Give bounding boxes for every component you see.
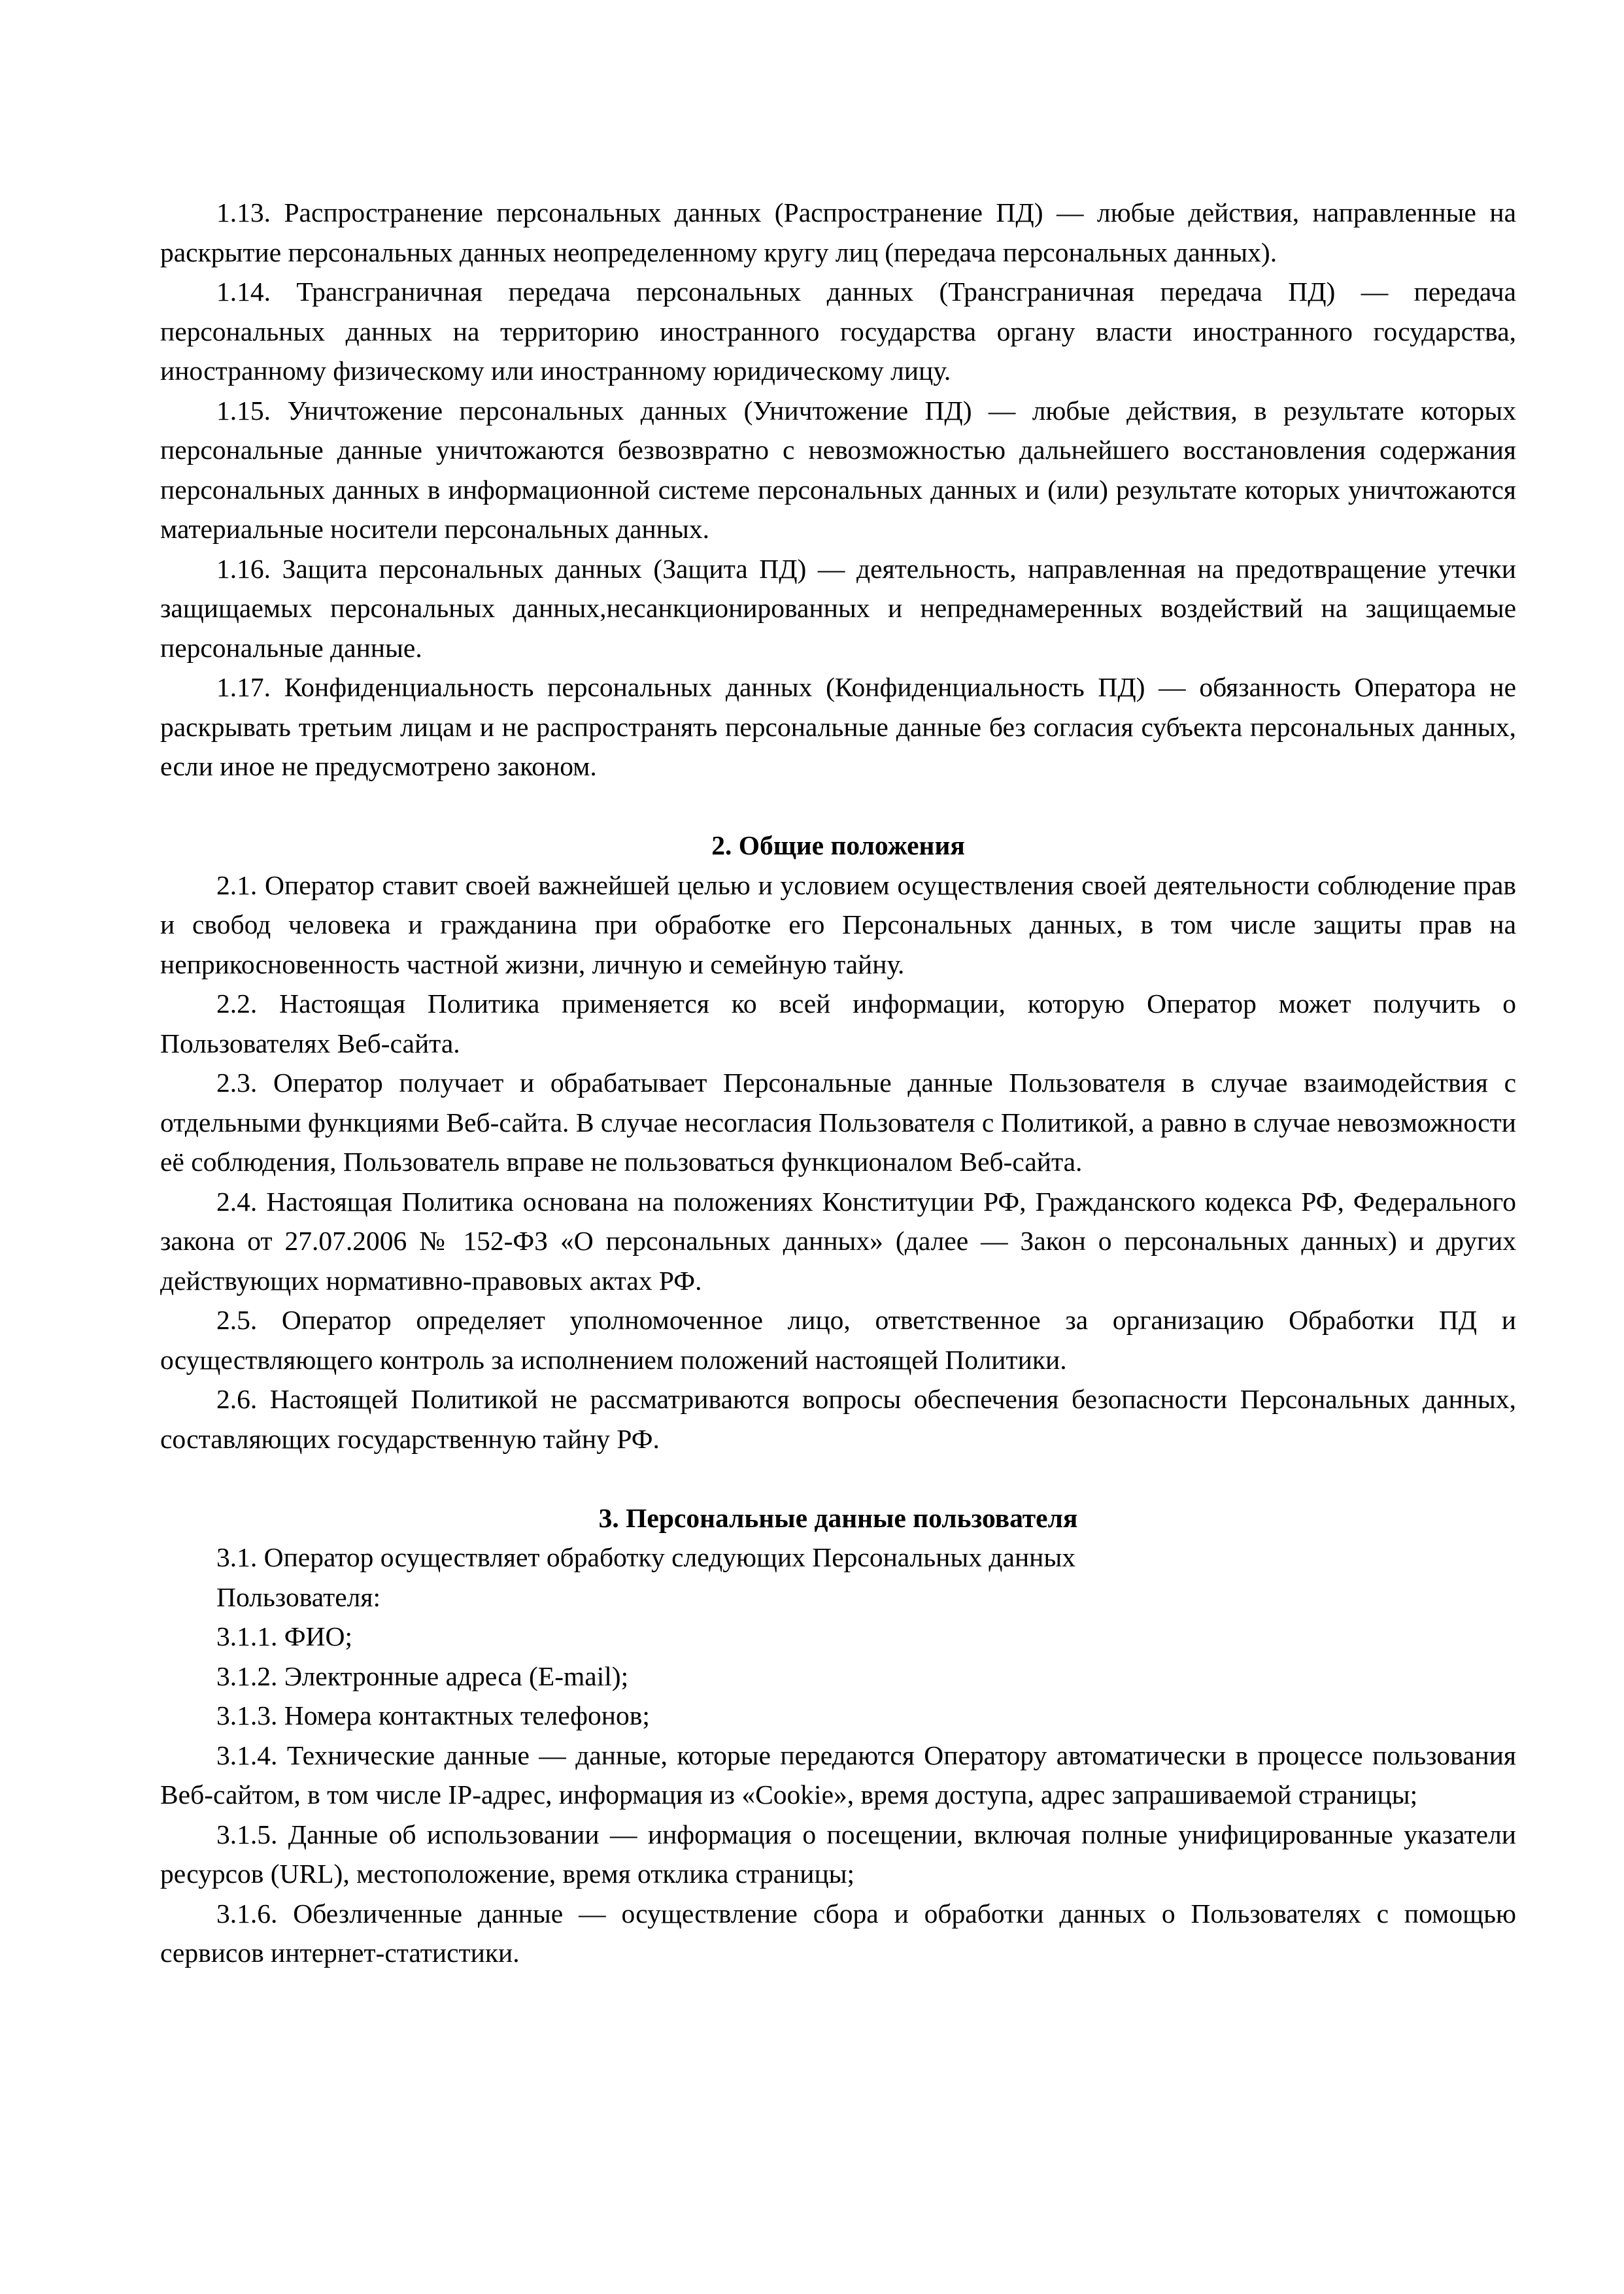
section-3-heading: 3. Персональные данные пользователя [598, 1502, 1078, 1533]
section-spacer [160, 786, 1516, 826]
list-item-3-1-4: 3.1.4. Технические данные — данные, которые передаются Оператору автоматически в процессе пользования Веб-сайтом, в том числе IP-адрес, информация из «Cookie», время доступа, адрес запрашиваемой страницы; [160, 1740, 1516, 1810]
paragraph-2-4: 2.4. Настоящая Политика основана на положениях Конституции РФ, Гражданского кодекса РФ, Федерального закона от 27.07.2006 № 152-ФЗ «О персональных данных» (далее — Закон о персональных данных) и других действующих нормативно-правовых актах РФ. [160, 1186, 1516, 1296]
list-item-3-1-1: 3.1.1. ФИО; [216, 1621, 353, 1651]
section-2-heading: 2. Общие положения [711, 830, 965, 860]
list-item-3-1-6: 3.1.6. Обезличенные данные — осуществление сбора и обработки данных о Пользователях с помощью сервисов интернет-статистики. [160, 1898, 1516, 1968]
section-3 [160, 1498, 1516, 1973]
list-item-3-1-3: 3.1.3. Номера контактных телефонов; [216, 1700, 650, 1730]
paragraph-1-15: 1.15. Уничтожение персональных данных (Уничтожение ПД) — любые действия, в результате которых персональные данные уничтожаются безвозвратно с невозможностью дальнейшего восстановления содержания персональных данных в информационной системе персональных данных и (или) результате которых уничтожаются материальные носители персональных данных. [160, 395, 1516, 544]
paragraph-3-1-line-2: Пользователя: [216, 1581, 381, 1612]
section-1-tail [160, 193, 1516, 786]
paragraph-2-2: 2.2. Настоящая Политика применяется ко всей информации, которую Оператор может получить о Пользователях Веб-сайта. [160, 988, 1516, 1058]
paragraph-3-1-line-1: 3.1. Оператор осуществляет обработку следующих Персональных данных [216, 1542, 1076, 1572]
section-spacer [160, 1459, 1516, 1498]
paragraph-1-17: 1.17. Конфиденциальность персональных данных (Конфиденциальность ПД) — обязанность Оператора не раскрывать третьим лицам и не распространять персональные данные без согласия субъекта персональных данных, если иное не предусмотрено законом. [160, 672, 1516, 781]
paragraph-1-13: 1.13. Распространение персональных данных (Распространение ПД) — любые действия, направленные на раскрытие персональных данных неопределенному кругу лиц (передача персональных данных). [160, 197, 1516, 267]
paragraph-1-16: 1.16. Защита персональных данных (Защита ПД) — деятельность, направленная на предотвращение утечки защищаемых персональных данных,несанкционированных и непреднамеренных воздействий на защищаемые персональные данные. [160, 553, 1516, 663]
list-item-3-1-2: 3.1.2. Электронные адреса (E-mail); [216, 1661, 629, 1691]
paragraph-2-3: 2.3. Оператор получает и обрабатывает Персональные данные Пользователя в случае взаимодействия с отдельными функциями Веб-сайта. В случае несогласия Пользователя с Политикой, а равно в случае невозможности её соблюдения, Пользователь вправе не пользоваться функционалом Веб-сайта. [160, 1068, 1516, 1177]
paragraph-2-1: 2.1. Оператор ставит своей важнейшей целью и условием осуществления своей деятельности соблюдение прав и свобод человека и гражданина при обработке его Персональных данных, в том числе защиты прав на неприкосновенность частной жизни, личную и семейную тайну. [160, 869, 1516, 979]
paragraph-2-6: 2.6. Настоящей Политикой не рассматриваются вопросы обеспечения безопасности Персональных данных, составляющих государственную тайну РФ. [160, 1384, 1516, 1454]
paragraph-2-5: 2.5. Оператор определяет уполномоченное лицо, ответственное за организацию Обработки ПД и осуществляющего контроль за исполнением положений настоящей Политики. [160, 1305, 1516, 1375]
paragraph-1-14: 1.14. Трансграничная передача персональных данных (Трансграничная передача ПД) — передача персональных данных на территорию иностранного государства органу власти иностранного государства, иностранному физическому или иностранному юридическому лицу. [160, 277, 1516, 386]
list-item-3-1-5: 3.1.5. Данные об использовании — информация о посещении, включая полные унифицированные указатели ресурсов (URL), местоположение, время отклика страницы; [160, 1819, 1516, 1889]
section-2 [160, 826, 1516, 1459]
document-page [160, 193, 1516, 1973]
